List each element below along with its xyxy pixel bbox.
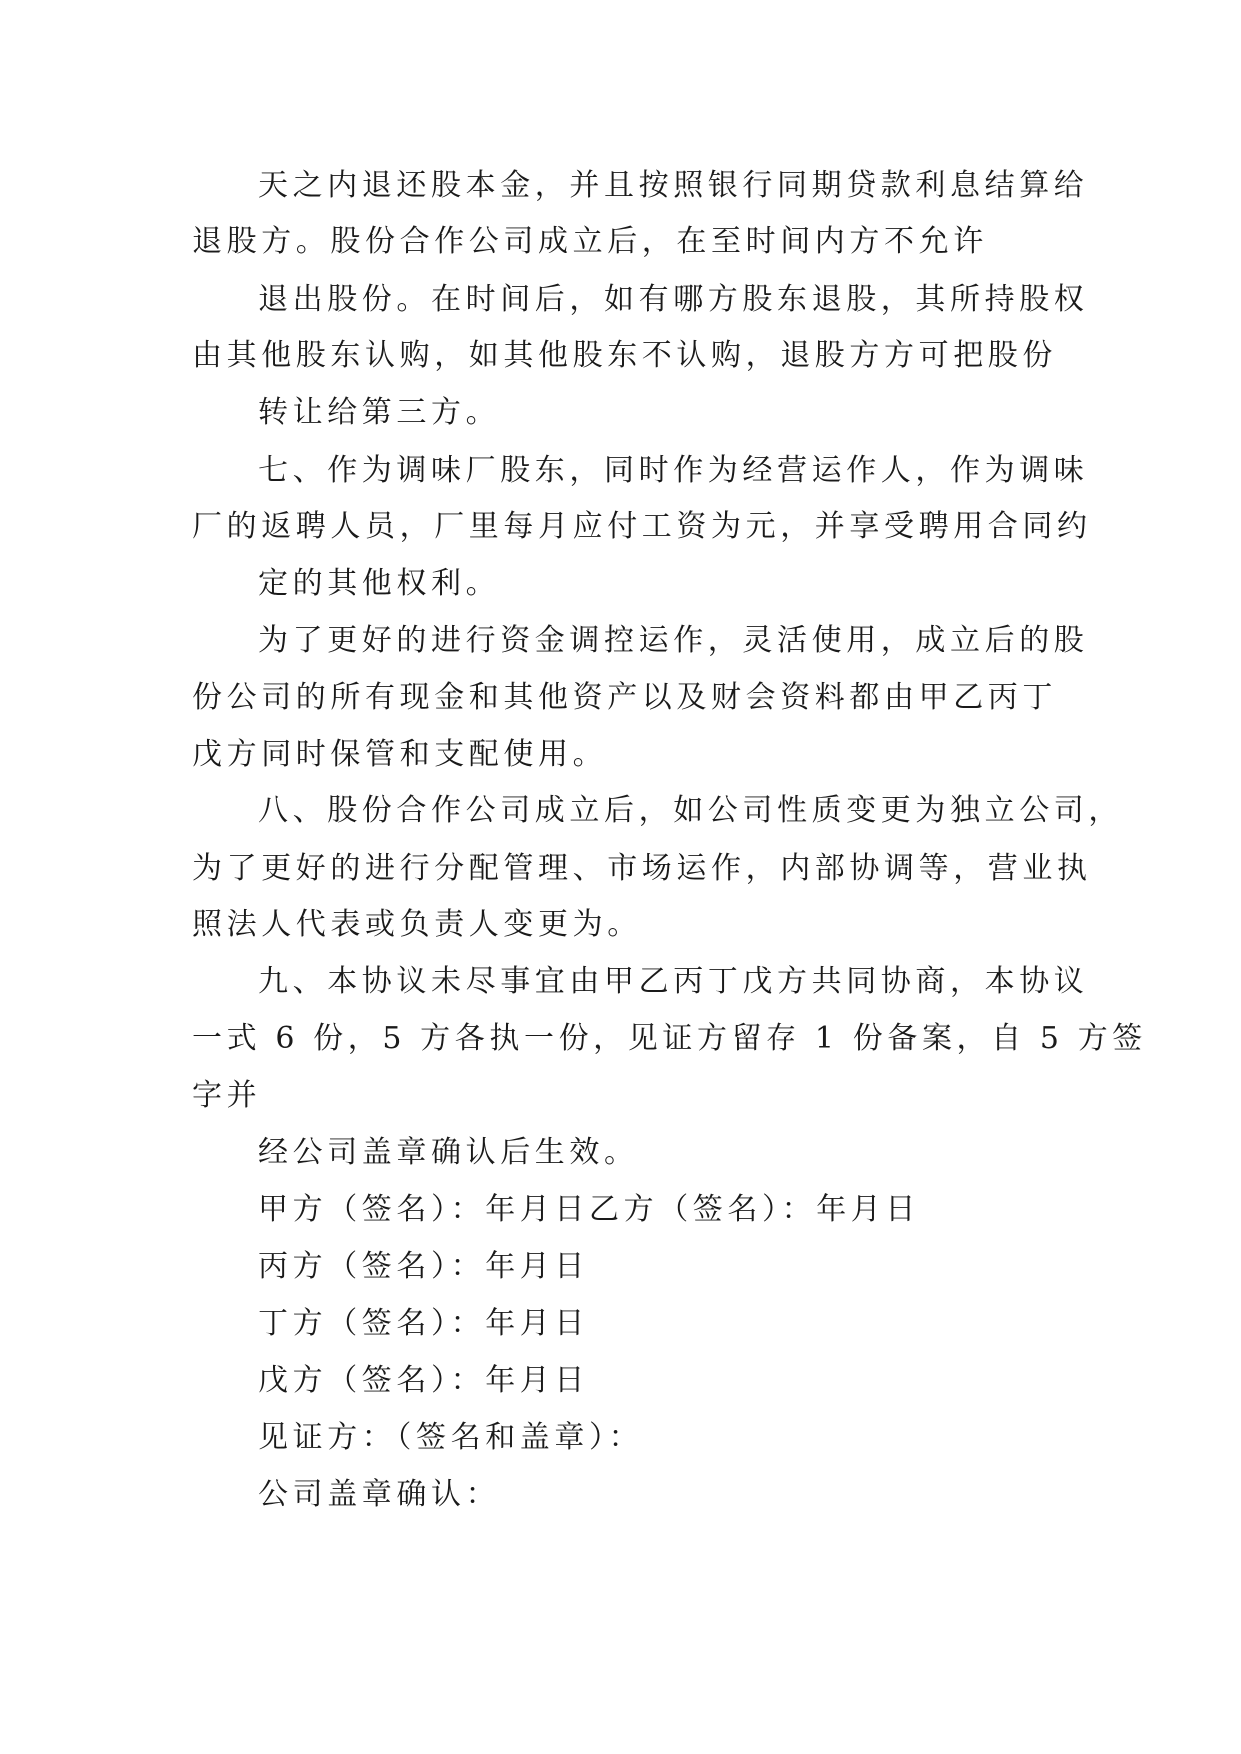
signature-line: 丙方（签名）：年月日 xyxy=(258,1249,589,1284)
text-line: 字并 xyxy=(192,1078,262,1113)
text-line: 退出股份。在时间后，如有哪方股东退股，其所持股权 xyxy=(258,282,1089,317)
text-line: 天之内退还股本金，并且按照银行同期贷款利息结算给 xyxy=(258,168,1089,203)
text-line: 八、股份合作公司成立后，如公司性质变更为独立公司， xyxy=(258,793,1123,828)
signature-line: 公司盖章确认： xyxy=(258,1477,501,1512)
text-line: 转让给第三方。 xyxy=(258,395,501,430)
text-line: 经公司盖章确认后生效。 xyxy=(258,1135,639,1170)
text-line: 戊方同时保管和支配使用。 xyxy=(192,737,608,772)
signature-line: 见证方：（签名和盖章）： xyxy=(258,1420,644,1455)
text-line: 厂的返聘人员，厂里每月应付工资为元，并享受聘用合同约 xyxy=(192,509,1092,544)
text-line: 为了更好的进行分配管理、市场运作，内部协调等，营业执 xyxy=(192,851,1092,886)
text-line: 七、作为调味厂股东，同时作为经营运作人，作为调味 xyxy=(258,453,1089,488)
signature-line: 戊方（签名）：年月日 xyxy=(258,1363,589,1398)
text-line: 定的其他权利。 xyxy=(258,566,501,601)
text-line: 九、本协议未尽事宜由甲乙丙丁戊方共同协商，本协议 xyxy=(258,964,1089,999)
text-line: 份公司的所有现金和其他资产以及财会资料都由甲乙丙丁 xyxy=(192,680,1057,715)
signature-line: 甲方（签名）：年月日乙方（签名）：年月日 xyxy=(258,1192,920,1227)
text-line: 一式 6 份，5 方各执一份，见证方留存 1 份备案，自 5 方签 xyxy=(192,1021,1147,1056)
text-line: 退股方。股份合作公司成立后，在至时间内方不允许 xyxy=(192,224,988,259)
text-line: 由其他股东认购，如其他股东不认购，退股方方可把股份 xyxy=(192,338,1057,373)
text-line: 为了更好的进行资金调控运作，灵活使用，成立后的股 xyxy=(258,623,1089,658)
text-line: 照法人代表或负责人变更为。 xyxy=(192,907,642,942)
signature-line: 丁方（签名）：年月日 xyxy=(258,1306,589,1341)
